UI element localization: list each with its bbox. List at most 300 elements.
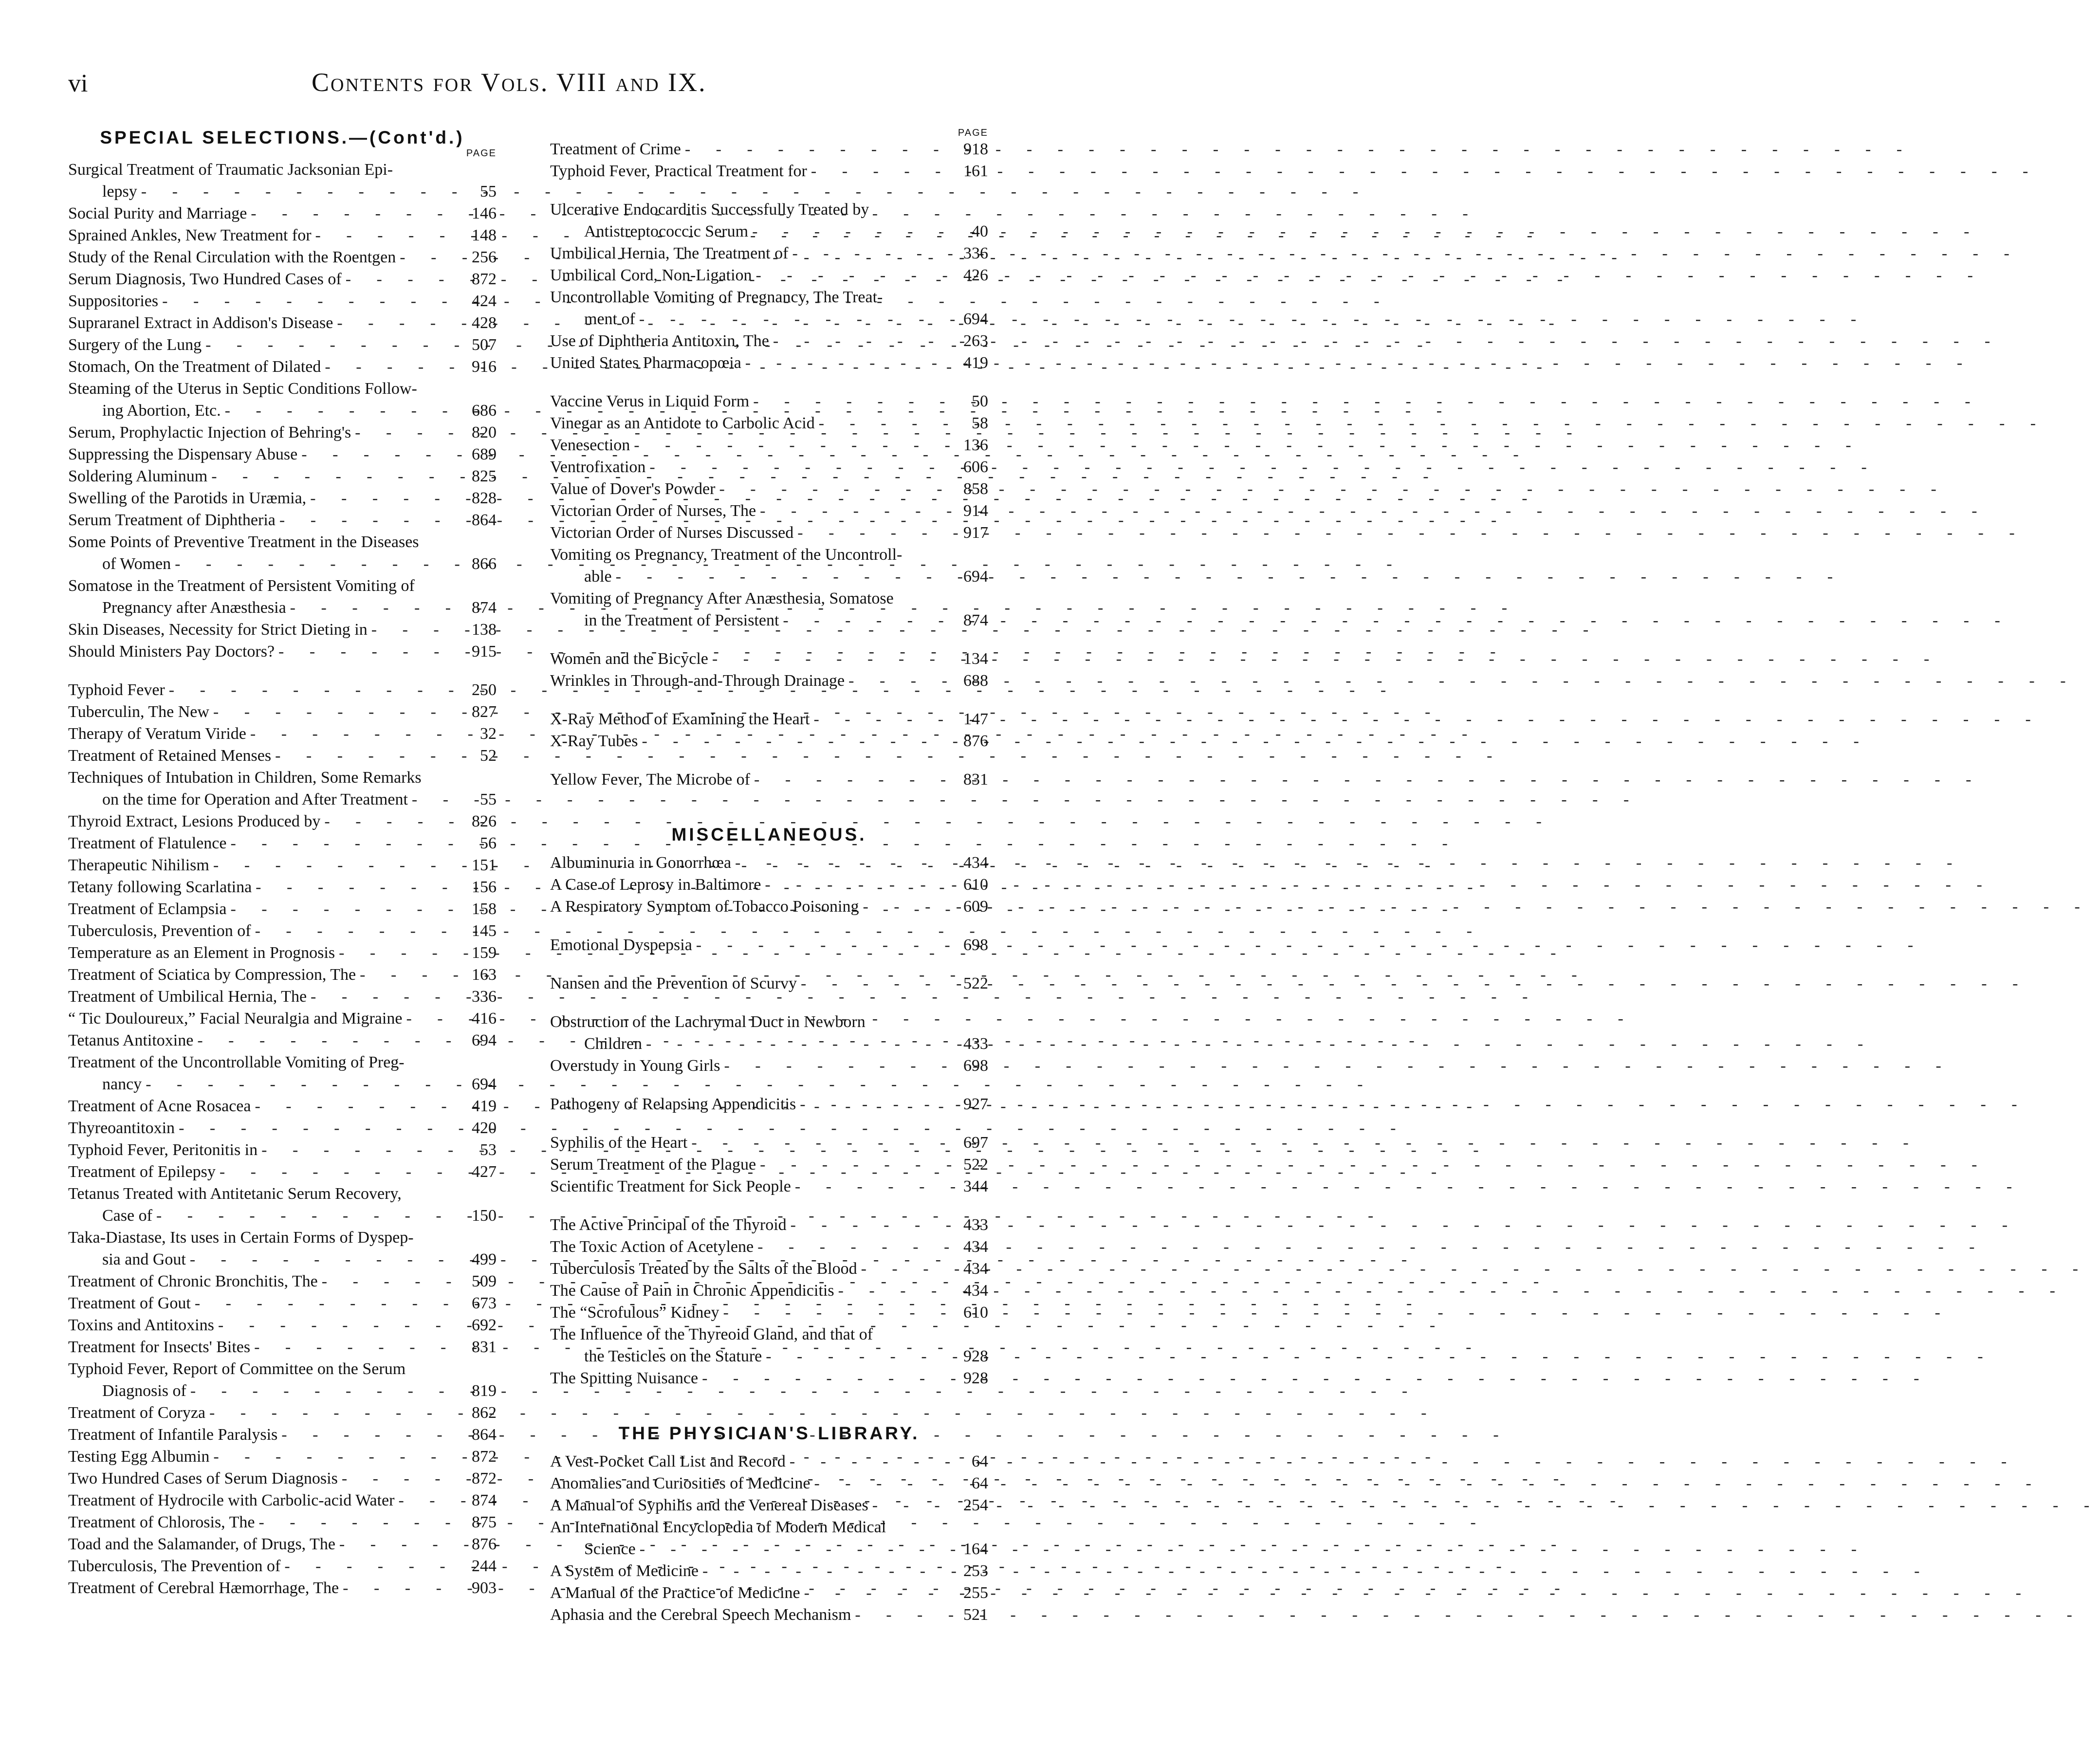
entry-page: 52 (480, 747, 497, 765)
contents-entry (68, 1227, 497, 1270)
dot-leader (152, 1205, 469, 1227)
contents-entry (550, 1236, 988, 1258)
miscellaneous-list (550, 852, 988, 1389)
entry-title: Tuberculosis Treated by the Salts of the Blood (550, 1260, 857, 1278)
contents-entry (550, 670, 988, 692)
entry-page: 147 (963, 710, 988, 728)
contents-entry (68, 1051, 497, 1095)
dot-leader (756, 500, 960, 522)
contents-entry (550, 708, 988, 730)
entry-page: 826 (472, 812, 497, 830)
entry-title: Wrinkles in Through-and-Through Drainage (550, 672, 845, 690)
entry-title: Toxins and Antitoxins (68, 1316, 214, 1334)
entry-continuation (68, 1073, 497, 1095)
spacer (550, 631, 988, 648)
entry-page: 263 (963, 332, 988, 350)
entry-page: 507 (472, 336, 497, 354)
contents-entry (68, 1468, 497, 1489)
entry-continuation (550, 220, 988, 242)
dot-leader (796, 1093, 960, 1115)
dot-leader (306, 487, 469, 509)
entry-page: 40 (972, 222, 988, 240)
entry-title: Treatment of Flatulence (68, 834, 227, 852)
entry-title: Social Purity and Marriage (68, 204, 247, 222)
entry-title: Treatment of Coryza (68, 1404, 206, 1422)
dot-leader (251, 1095, 469, 1117)
entry-page: 831 (963, 771, 988, 789)
entry-title: Testing Egg Albumin (68, 1448, 210, 1466)
entry-title: A System of Medicine (550, 1562, 699, 1580)
entry-page: 145 (472, 922, 497, 940)
contents-entry (68, 1314, 497, 1336)
entry-page: 916 (472, 358, 497, 376)
entry-page: 150 (472, 1207, 497, 1225)
dot-leader (280, 1555, 469, 1577)
entry-title: Serum Treatment of Diphtheria (68, 511, 276, 529)
entry-title: Typhoid Fever (68, 681, 165, 699)
spacer (550, 1077, 988, 1093)
entry-title: The Toxic Action of Acetylene (550, 1238, 754, 1256)
entry-continuation (68, 1380, 497, 1402)
entry-page: 874 (963, 611, 988, 629)
contents-entry (550, 160, 988, 182)
entry-continuation (68, 181, 497, 202)
dot-leader (297, 443, 469, 465)
dot-leader (834, 1280, 960, 1302)
entry-page: 610 (963, 1303, 988, 1322)
left-column (68, 128, 497, 1599)
entry-page: 433 (963, 1216, 988, 1234)
contents-entry (550, 1280, 988, 1302)
entry-title: Somatose in the Treatment of Persistent Vomiting of (68, 577, 415, 595)
dot-leader (786, 1450, 969, 1472)
entry-page: 336 (472, 988, 497, 1006)
dot-leader (394, 1489, 469, 1511)
entry-title: Tuberculin, The New (68, 703, 209, 721)
dot-leader (756, 1154, 960, 1175)
entry-title: Supraranel Extract in Addison's Disease (68, 314, 333, 332)
entry-title: Thyreoantitoxin (68, 1119, 175, 1137)
entry-page: 686 (472, 402, 497, 420)
entry-page: 927 (963, 1095, 988, 1113)
contents-entry (68, 334, 497, 356)
entry-page: 64 (972, 1474, 988, 1492)
dot-leader (286, 597, 469, 619)
entry-title: Treatment of Sciatica by Compression, The (68, 966, 356, 984)
entry-title: Techniques of Intubation in Children, Some Remarks (68, 769, 422, 787)
dot-leader (216, 1161, 469, 1183)
dot-leader (338, 1468, 469, 1489)
entry-page: 416 (472, 1010, 497, 1028)
entry-title: The “Scrofulous” Kidney (550, 1303, 719, 1322)
entry-continuation (68, 553, 497, 575)
dot-leader (335, 1533, 469, 1555)
contents-entry (68, 356, 497, 378)
dot-leader (221, 400, 469, 422)
entry-page: 609 (963, 898, 988, 916)
dot-leader (761, 874, 960, 896)
dot-leader (193, 1029, 469, 1051)
entry-page: 522 (963, 1156, 988, 1174)
entry-title: Treatment of Crime (550, 140, 681, 158)
contents-entry (550, 242, 988, 264)
entry-page: 862 (472, 1404, 497, 1422)
entry-page: 915 (472, 643, 497, 661)
entry-continuation (550, 1538, 988, 1560)
entry-continuation (68, 1205, 497, 1227)
entry-title: Study of the Renal Circulation with the Roentgen (68, 248, 396, 266)
special-selections-list-left (68, 159, 497, 1599)
entry-continuation (68, 597, 497, 619)
dot-leader (402, 1008, 469, 1029)
contents-entry (550, 934, 988, 956)
entry-title: Tetanus Treated with Antitetanic Serum Recovery, (68, 1185, 402, 1203)
contents-entry (68, 1577, 497, 1599)
entry-title: The Influence of the Thyreoid Gland, and that of (550, 1325, 873, 1343)
entry-title: Treatment of Eclampsia (68, 900, 227, 918)
entry-title: Yellow Fever, The Microbe of (550, 771, 750, 789)
dot-leader (209, 854, 469, 876)
contents-entry (550, 1367, 988, 1389)
entry-page: 874 (472, 599, 497, 617)
entry-title: Anomalies and Curiosities of Medicine (550, 1474, 811, 1492)
entry-page: 428 (472, 314, 497, 332)
contents-entry (68, 1555, 497, 1577)
entry-page: 419 (963, 354, 988, 372)
entry-page: 419 (472, 1097, 497, 1115)
contents-entry (550, 522, 988, 544)
contents-entry (68, 224, 497, 246)
dot-leader (720, 1055, 960, 1077)
entry-page: 858 (963, 480, 988, 498)
dot-leader (252, 876, 469, 898)
entry-title-continued: Children (584, 1035, 642, 1053)
spacer (550, 994, 988, 1011)
entry-title: Serum Treatment of the Plague (550, 1156, 756, 1174)
right-column (550, 128, 988, 1626)
contents-entry (68, 767, 497, 810)
entry-page: 903 (472, 1579, 497, 1597)
dot-leader (754, 1236, 960, 1258)
dot-leader (612, 566, 960, 587)
entry-page: 917 (963, 524, 988, 542)
contents-entry (68, 443, 497, 465)
entry-page: 698 (963, 936, 988, 954)
dot-leader (750, 769, 960, 790)
entry-page: 831 (472, 1338, 497, 1356)
contents-entry (550, 1472, 988, 1494)
entry-page: 819 (472, 1382, 497, 1400)
contents-entry (68, 1402, 497, 1424)
entry-page: 827 (472, 703, 497, 721)
entry-title: Syphilis of the Heart (550, 1134, 688, 1152)
contents-entry (550, 352, 988, 374)
entry-title-continued: on the time for Operation and After Treatment (102, 790, 408, 808)
dot-leader (209, 1446, 469, 1468)
contents-entry (68, 723, 497, 745)
entry-title: Treatment of Cerebral Hæmorrhage, The (68, 1579, 339, 1597)
entry-title: Vomiting os Pregnancy, Treatment of the Uncontroll- (550, 546, 903, 564)
entry-page: 876 (963, 732, 988, 750)
dot-leader (868, 1494, 960, 1516)
entry-page: 820 (472, 423, 497, 441)
entry-title: Stomach, On the Treatment of Dilated (68, 358, 321, 376)
entry-title: Therapy of Veratum Viride (68, 725, 246, 743)
entry-title: Victorian Order of Nurses, The (550, 502, 756, 520)
entry-page: 158 (472, 900, 497, 918)
entry-page: 434 (963, 1260, 988, 1278)
contents-entry (550, 500, 988, 522)
entry-page: 156 (472, 878, 497, 896)
contents-entry (550, 1093, 988, 1115)
entry-page: 55 (480, 183, 497, 201)
entry-title: An International Encyclopedia of Modern Medical (550, 1518, 886, 1536)
contents-entry (550, 730, 988, 752)
contents-entry (68, 701, 497, 723)
dot-leader (800, 1582, 960, 1604)
contents-entry (68, 1533, 497, 1555)
dot-leader (630, 434, 960, 456)
dot-leader (748, 220, 969, 242)
page-number: vi (68, 70, 88, 97)
special-selections-heading: SPECIAL SELECTIONS.—(Cont'd.) (100, 128, 465, 147)
dot-leader (787, 1214, 960, 1236)
dot-leader (699, 1560, 960, 1582)
entry-page: 58 (972, 414, 988, 432)
entry-page: 864 (472, 1426, 497, 1444)
entry-continuation (550, 1345, 988, 1367)
entry-title: Suppressing the Dispensary Abuse (68, 445, 298, 463)
entry-title: Suppositories (68, 292, 159, 310)
contents-entry (68, 619, 497, 641)
entry-title: Tuberculosis, Prevention of (68, 922, 251, 940)
contents-entry (68, 898, 497, 920)
entry-page: 32 (480, 725, 497, 743)
entry-page: 606 (963, 458, 988, 476)
entry-page: 159 (472, 944, 497, 962)
entry-page: 254 (963, 1496, 988, 1514)
dot-leader (642, 1033, 960, 1055)
dot-leader (275, 641, 469, 662)
entry-page: 698 (963, 1057, 988, 1075)
contents-entry (550, 1450, 988, 1472)
entry-title: Umbilical Cord, Non-Ligation (550, 266, 752, 284)
entry-title: Typhoid Fever, Practical Treatment for (550, 162, 807, 180)
entry-title: Treatment of Gout (68, 1294, 191, 1312)
entry-title: Tuberculosis, The Prevention of (68, 1557, 281, 1575)
dot-leader (165, 679, 469, 701)
entry-title: A Manual of the Practice of Medicine (550, 1584, 800, 1602)
contents-entry (550, 390, 988, 412)
contents-entry (68, 679, 497, 701)
entry-title: Surgical Treatment of Traumatic Jacksonian Epi- (68, 161, 393, 179)
entry-page: 499 (472, 1250, 497, 1268)
entry-page: 253 (963, 1562, 988, 1580)
dot-leader (312, 224, 469, 246)
contents-entry (68, 268, 497, 290)
entry-title: Treatment of Hydrocile with Carbolic-acid Water (68, 1491, 395, 1509)
entry-page: 164 (963, 1540, 988, 1558)
contents-entry (68, 202, 497, 224)
entry-page: 64 (972, 1452, 988, 1470)
contents-entry (68, 465, 497, 487)
dot-leader (857, 1258, 960, 1280)
dot-leader (859, 896, 960, 918)
contents-entry (550, 1494, 988, 1516)
physicians-library-heading: THE PHYSICIAN'S LIBRARY. (618, 1423, 920, 1443)
entry-title-continued: Science (584, 1540, 636, 1558)
dot-leader (807, 160, 960, 182)
dot-leader (636, 1538, 960, 1560)
entry-page: 433 (963, 1035, 988, 1053)
contents-entry (550, 648, 988, 670)
entry-title-continued: Diagnosis of (102, 1382, 186, 1400)
dot-leader (251, 920, 469, 942)
entry-page: 688 (963, 672, 988, 690)
physicians-library-list (550, 1450, 988, 1626)
page-column-label: PAGE (958, 128, 988, 138)
dot-leader (708, 648, 960, 670)
dot-leader (797, 973, 960, 994)
entry-page: 521 (963, 1606, 988, 1624)
entry-title: Treatment of Chronic Bronchitis, The (68, 1272, 318, 1290)
contents-entry (68, 422, 497, 443)
dot-leader (276, 509, 469, 531)
contents-entry (550, 1516, 988, 1560)
dot-leader (645, 456, 960, 478)
entry-title: Umbilical Hernia, The Treatment of (550, 244, 789, 262)
entry-page: 673 (472, 1294, 497, 1312)
entry-title: Typhoid Fever, Report of Committee on the Serum (68, 1360, 406, 1378)
entry-continuation (550, 609, 988, 631)
contents-entry (68, 1161, 497, 1183)
contents-entry (68, 531, 497, 575)
entry-page: 522 (963, 974, 988, 992)
contents-entry (550, 1323, 988, 1367)
entry-title: Pathogeny of Relapsing Appendicitis (550, 1095, 796, 1113)
entry-page: 134 (963, 650, 988, 668)
page-column-label: PAGE (466, 148, 497, 159)
entry-page: 434 (963, 854, 988, 872)
entry-page: 875 (472, 1513, 497, 1531)
contents-entry (550, 1132, 988, 1154)
entry-title-continued: able (584, 568, 612, 586)
dot-leader (320, 810, 469, 832)
entry-title: Venesection (550, 436, 630, 454)
contents-entry (550, 1011, 988, 1055)
entry-title-continued: Pregnancy after Anæsthesia (102, 599, 286, 617)
entry-title: The Cause of Pain in Chronic Appendicitis (550, 1282, 834, 1300)
dot-leader (687, 1132, 960, 1154)
entry-title: Value of Dover's Powder (550, 480, 716, 498)
dot-leader (368, 619, 469, 641)
dot-leader (749, 390, 969, 412)
entry-page: 872 (472, 270, 497, 288)
entry-title: Treatment for Insects' Bites (68, 1338, 251, 1356)
entry-page: 876 (472, 1535, 497, 1553)
dot-leader (788, 242, 960, 264)
contents-entry (68, 509, 497, 531)
dot-leader (396, 246, 469, 268)
entry-title: Two Hundred Cases of Serum Diagnosis (68, 1469, 338, 1487)
contents-entry (550, 1154, 988, 1175)
contents-entry (68, 1270, 497, 1292)
entry-title: “ Tic Douloureux,” Facial Neuralgia and Migraine (68, 1010, 403, 1028)
dot-leader (815, 412, 969, 434)
dot-leader (335, 942, 469, 964)
entry-title: Albuminuria in Gonorrhœa (550, 854, 732, 872)
entry-page: 255 (963, 1584, 988, 1602)
running-title: Contents for Vols. VIII and IX. (312, 68, 707, 97)
dot-leader (226, 898, 469, 920)
contents-entry (68, 920, 497, 942)
entry-page: 872 (472, 1448, 497, 1466)
entry-title: The Active Principal of the Thyroid (550, 1216, 787, 1234)
entry-title: Thyroid Extract, Lesions Produced by (68, 812, 321, 830)
entry-continuation (68, 1248, 497, 1270)
contents-entry (68, 1358, 497, 1402)
dot-leader (321, 356, 469, 378)
entry-title: Vomiting of Pregnancy After Anæsthesia, Somatose (550, 589, 894, 607)
dot-leader (793, 522, 960, 544)
dot-leader (342, 268, 469, 290)
entry-page: 420 (472, 1119, 497, 1137)
entry-page: 509 (472, 1272, 497, 1290)
entry-title: Swelling of the Parotids in Uræmia, (68, 489, 307, 507)
dot-leader (769, 330, 960, 352)
entry-title: Emotional Dyspepsia (550, 936, 692, 954)
entry-page: 161 (963, 162, 988, 180)
entry-title: Taka-Diastase, Its uses in Certain Forms of Dyspep- (68, 1229, 414, 1247)
entry-title: Treatment of Epilepsy (68, 1163, 216, 1181)
dot-leader (318, 1270, 469, 1292)
contents-entry (550, 1560, 988, 1582)
entry-page: 250 (472, 681, 497, 699)
entry-title: Uncontrollable Vomiting of Pregnancy, The Treat- (550, 288, 883, 306)
dot-leader (209, 701, 469, 723)
entry-continuation (550, 1033, 988, 1055)
entry-page: 828 (472, 489, 497, 507)
entry-title: Skin Diseases, Necessity for Strict Dieting in (68, 621, 368, 639)
entry-page: 694 (472, 1075, 497, 1093)
dot-leader (158, 290, 469, 312)
contents-entry (550, 544, 988, 587)
contents-entry (68, 641, 497, 662)
entry-title-continued: sia and Gout (102, 1250, 186, 1268)
dot-leader (351, 422, 469, 443)
spacer (550, 692, 988, 708)
entry-title-continued: ing Abortion, Etc. (102, 402, 221, 420)
entry-title: Aphasia and the Cerebral Speech Mechanism (550, 1606, 851, 1624)
dot-leader (191, 1292, 469, 1314)
dot-leader (752, 264, 960, 286)
spacer (550, 752, 988, 769)
contents-entry (68, 832, 497, 854)
dot-leader (142, 1073, 469, 1095)
entry-title: Use of Diphtheria Antitoxin, The (550, 332, 769, 350)
contents-entry (68, 964, 497, 986)
entry-page: 53 (480, 1141, 497, 1159)
dot-leader (635, 308, 960, 330)
entry-title: Typhoid Fever, Peritonitis in (68, 1141, 258, 1159)
spacer (550, 374, 988, 390)
entry-page: 928 (963, 1369, 988, 1387)
contents-entry (68, 1117, 497, 1139)
contents-entry (68, 942, 497, 964)
entry-page: 136 (963, 436, 988, 454)
dot-leader (762, 1345, 960, 1367)
contents-entry (68, 1511, 497, 1533)
